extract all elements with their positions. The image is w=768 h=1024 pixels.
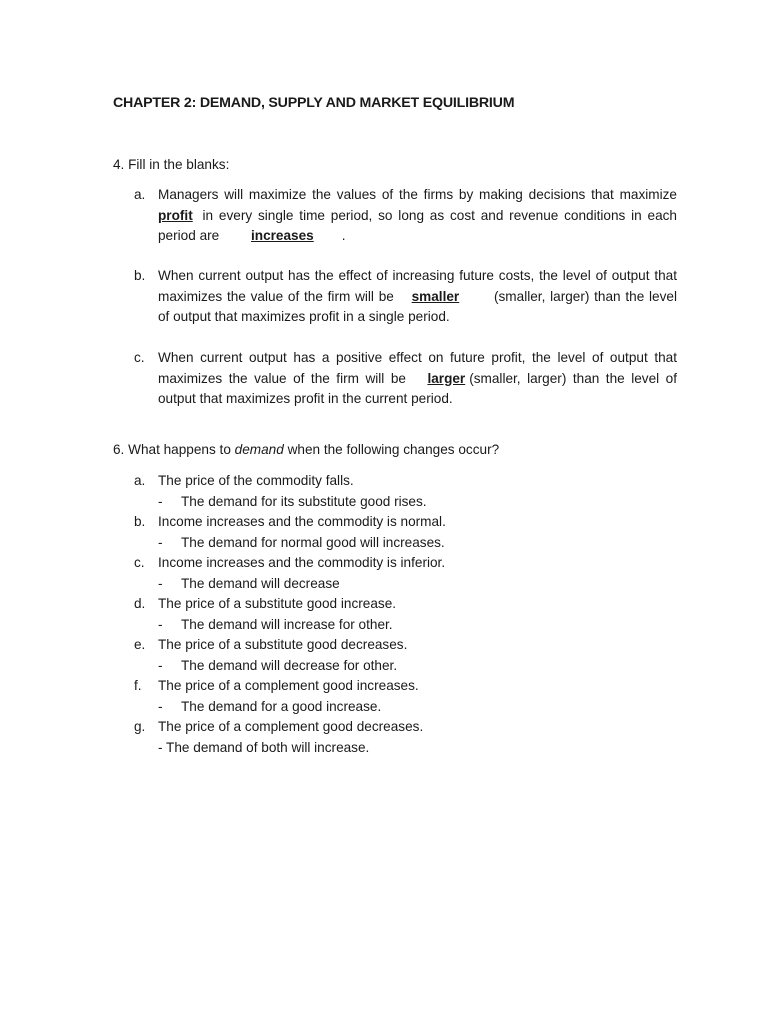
item-text: . [341,228,346,243]
item-marker: c. [134,555,145,570]
answer-text: The demand for a good increase. [181,698,382,714]
item-marker: b. [134,268,146,283]
item-text: The price of a complement good decreases. [158,719,424,734]
item-text: Managers will maximize the values of the firms by making decisions that maximize [158,187,677,202]
item-marker: a. [134,187,146,202]
list-item-c [134,553,694,574]
list-item-g [134,717,694,738]
item-marker: d. [134,596,146,611]
item-marker: a. [134,473,146,488]
blank-answer-smaller: smaller [411,288,460,304]
title-text: when the following changes occur? [283,442,500,457]
dash-marker: - [158,575,163,591]
item-body [158,266,677,328]
list-subitem [134,738,694,759]
answer-text: - The demand of both will increase. [158,739,370,755]
blank-answer-profit: profit [158,207,193,223]
list-subitem [134,533,694,554]
list-subitem [134,615,694,636]
question-4-item-a [134,185,677,247]
dash-marker: - [158,698,163,714]
item-body [158,185,677,247]
item-marker: b. [134,514,146,529]
list-item-a [134,471,694,492]
item-text: Income increases and the commodity is normal. [158,514,446,529]
answer-text: The demand for its substitute good rises. [181,493,427,509]
question-6-title [113,440,499,461]
item-text: The price of a complement good increases. [158,678,419,693]
item-marker: c. [134,350,145,365]
list-item-d [134,594,694,615]
dash-marker: - [158,616,163,632]
item-marker: e. [134,637,146,652]
item-text: The price of a substitute good increase. [158,596,397,611]
item-text: in every single time period, so long as cost and revenue conditions in each period are [158,207,677,243]
list-item-b [134,512,694,533]
dash-marker: - [158,493,163,509]
item-text: The price of the commodity falls. [158,473,354,488]
question-6-list [134,471,694,758]
answer-text: The demand will increase for other. [181,616,393,632]
item-text: Income increases and the commodity is inferior. [158,555,446,570]
answer-text: The demand will decrease for other. [181,657,398,673]
blank-answer-increases: increases [251,228,314,243]
item-body [158,348,677,410]
dash-marker: - [158,657,163,673]
answer-text: The demand will decrease [181,575,340,591]
question-4-title: 4. Fill in the blanks: [113,157,230,172]
item-text: When current output has the effect of increasing future costs, the level of output that maximizes the value of the firm will be [158,268,677,304]
item-text: (smaller, larger) than the level of output that maximizes profit in a single period. [158,288,677,324]
question-4-item-c [134,348,677,410]
dash-marker: - [158,534,163,550]
item-marker: f. [134,678,142,693]
list-subitem [134,574,694,595]
blank-answer-larger: larger [427,370,466,386]
list-subitem [134,656,694,677]
item-text: When current output has a positive effect on future profit, the level of output that maximizes the value of the firm will be [158,350,677,386]
list-item-e [134,635,694,656]
chapter-heading: CHAPTER 2: DEMAND, SUPPLY AND MARKET EQUILIBRIUM [113,95,515,111]
answer-text: The demand for normal good will increases. [181,534,445,550]
title-text: 6. What happens to [113,442,235,457]
item-text: The price of a substitute good decreases. [158,637,408,652]
item-marker: g. [134,719,146,734]
title-emphasis: demand [234,442,284,457]
list-item-f [134,676,694,697]
list-subitem [134,697,694,718]
question-4-item-b [134,266,677,328]
list-subitem [134,492,694,513]
item-text: (smaller, larger) than the level of output that maximizes profit in the current period. [158,370,677,406]
